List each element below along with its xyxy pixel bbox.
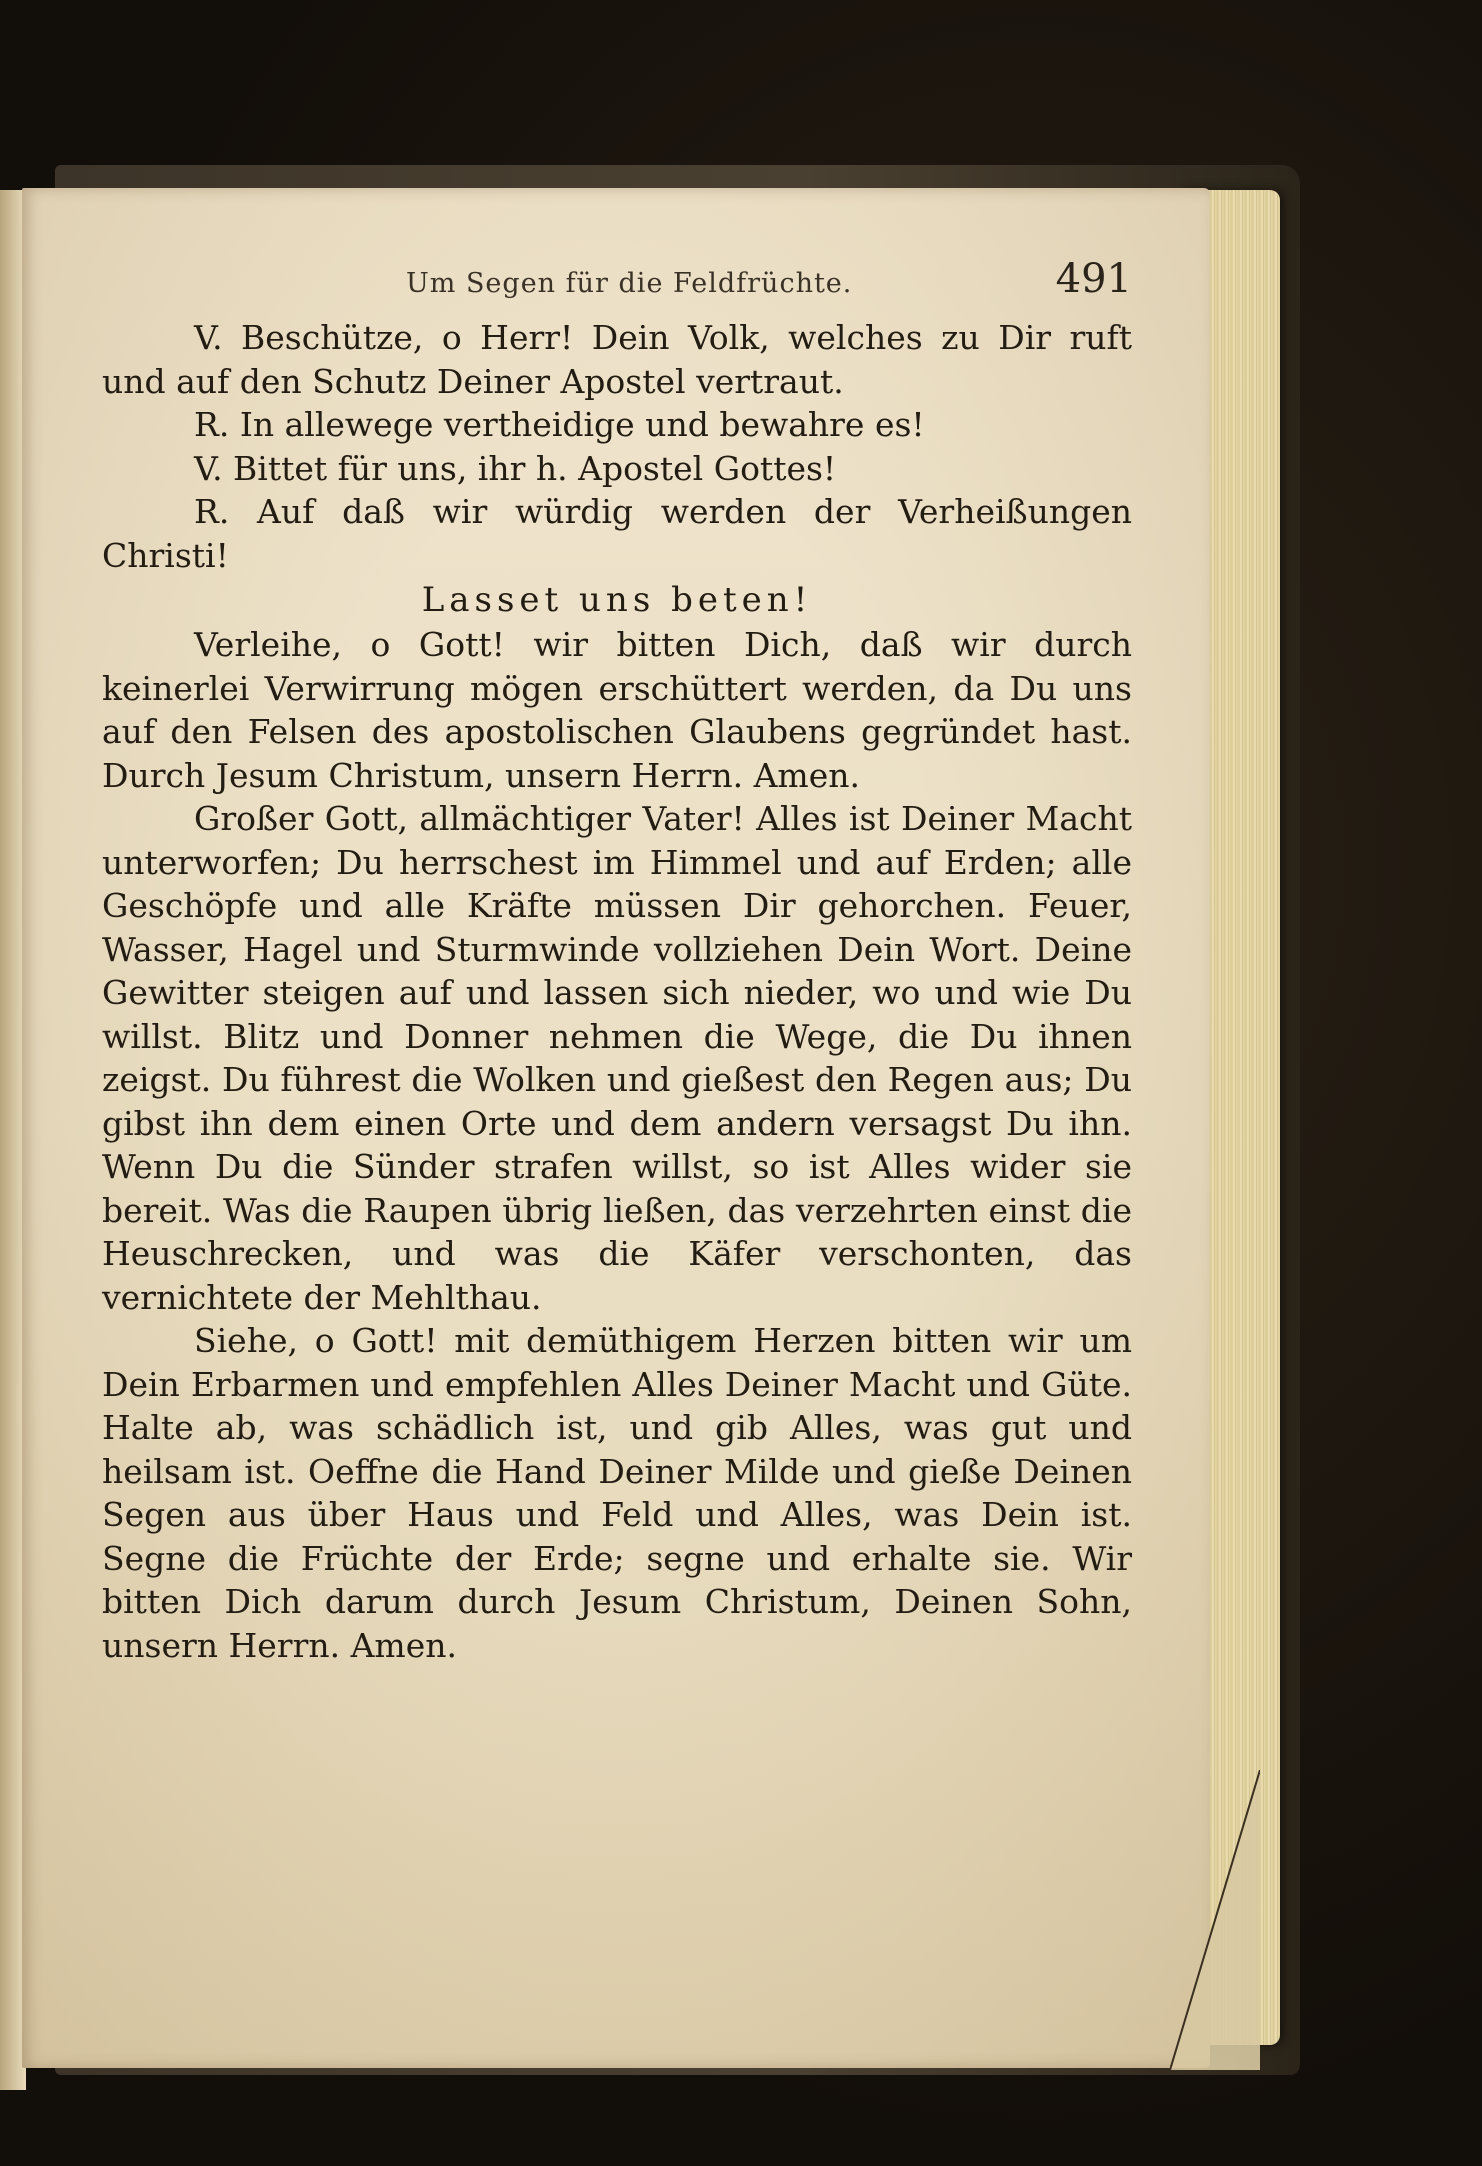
versicle-1: V. Beschütze, o Herr! Dein Volk, welches zu Dir ruft und auf den Schutz Deiner Apostel vertraut.: [102, 318, 1132, 401]
book-page: [22, 188, 1210, 2068]
versicle-2: V. Bittet für uns, ihr h. Apostel Gottes!: [194, 448, 837, 488]
response-1: R. In allewege vertheidige und bewahre es!: [194, 405, 925, 444]
running-head: Um Segen für die Feldfrüchte.: [406, 268, 853, 299]
page-content: [102, 256, 1132, 1667]
folded-corner: [1170, 1770, 1260, 2070]
prayer-paragraph-2: Großer Gott, allmächtiger Vater! Alles ist Deiner Macht unterworfen; Du herrschest im Himmel und auf Erden; alle Geschöpfe und alle Kräfte müssen Dir gehorchen. Feuer, Wasser, Hagel und Sturmwinde vollziehen Dein Wort. Deine Gewitter steigen auf und lassen sich nieder, wo und wie Du willst. Blitz und Donner nehmen die Wege, die Du ihnen zeigst. Du führest die Wolken und gießest den Regen aus; Du gibst ihn dem einen Orte und dem andern versagst Du ihn. Wenn Du die Sünder strafen willst, so ist Alles wider sie bereit. Was die Raupen übrig ließen, das verzehrten einst die Heuschrecken, und was die Käfer verschonten, das vernichtete der Mehlthau.: [102, 799, 1132, 1317]
page-number: 491: [1055, 256, 1132, 302]
section-heading: Lasset uns beten!: [421, 580, 813, 620]
page-header: [102, 256, 1132, 316]
response-2: R. Auf daß wir würdig werden der Verheißungen Christi!: [102, 492, 1132, 575]
prayer-paragraph-1: Verleihe, o Gott! wir bitten Dich, daß wir durch keinerlei Verwirrung mögen erschüttert werden, da Du uns auf den Felsen des apostolischen Glaubens gegründet hast. Durch Jesum Christum, unsern Herrn. Amen.: [102, 625, 1132, 795]
page-text: [102, 316, 1132, 1667]
prayer-paragraph-3: Siehe, o Gott! mit demüthigem Herzen bitten wir um Dein Erbarmen und empfehlen Alles Deiner Macht und Güte. Halte ab, was schädlich ist, und gib Alles, was gut und heilsam ist. Oeffne die Hand Deiner Milde und gieße Deinen Segen aus über Haus und Feld und Alles, was Dein ist. Segne die Früchte der Erde; segne und erhalte sie. Wir bitten Dich darum durch Jesum Christum, Deinen Sohn, unsern Herrn. Amen.: [102, 1321, 1132, 1665]
